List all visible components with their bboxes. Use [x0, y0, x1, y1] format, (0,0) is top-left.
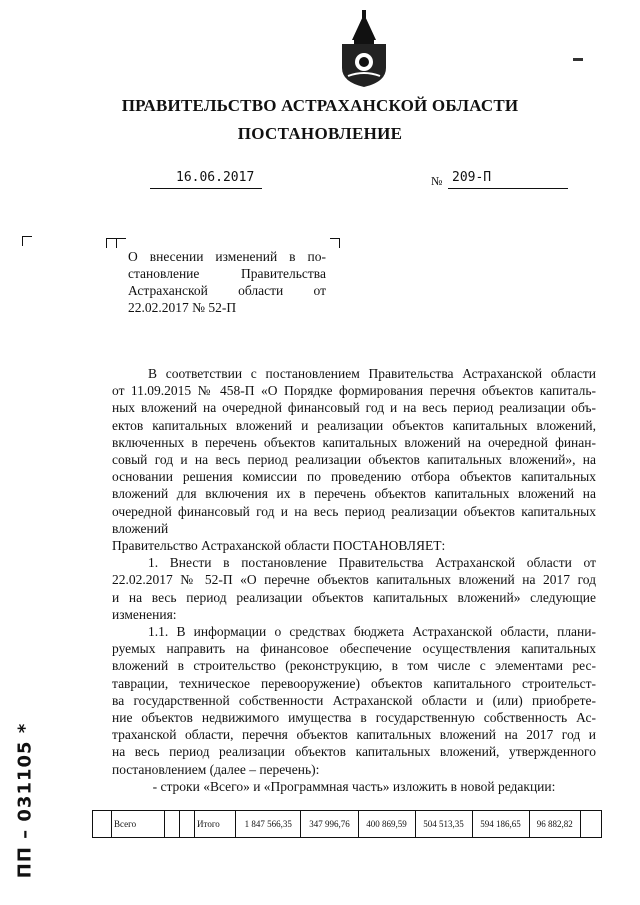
table-cell: 96 882,82 — [529, 811, 580, 838]
body-line: очередной финансовый год и на весь период реализации объектов капитальных — [112, 503, 596, 519]
body-line: на весь период реализации объектов капитальных вложений, утвержденного — [112, 744, 596, 760]
table-cell: 504 513,35 — [415, 811, 472, 838]
corner-bracket — [22, 236, 32, 246]
subject-line: становление Правительства — [128, 266, 326, 281]
government-title: ПРАВИТЕЛЬСТВО АСТРАХАНСКОЙ ОБЛАСТИ — [121, 96, 519, 115]
table-cell — [581, 811, 602, 838]
body-line: постановлением (далее – перечень): — [112, 761, 320, 777]
body-line: 1. Внести в постановление Правительства Астраханской области от — [148, 555, 596, 571]
corner-bracket — [106, 238, 116, 248]
body-line: 22.02.2017 № 52-П «О перечне объектов капитальных вложений на 2017 год — [112, 572, 596, 588]
body-line: основании решения комиссии по проведению отбора объектов капитальных — [112, 469, 596, 485]
subject-line: О внесении изменений в по- — [128, 249, 326, 264]
table-cell — [93, 811, 112, 838]
table-row — [93, 811, 602, 838]
body-line: ектов капитальных вложений и реализации объектов капитальных вложений, — [112, 417, 596, 433]
table-cell: 347 996,76 — [301, 811, 358, 838]
body-line: таврации, техническое перевооружение) объектов капитального строительст- — [112, 675, 596, 691]
corner-bracket — [116, 238, 126, 248]
body-line: совый год и на весь период реализации объектов капитальных вложений», на — [112, 452, 596, 468]
body-line: 1.1. В информации о средствах бюджета Астраханской области, плани- — [148, 624, 596, 640]
table-cell: Всего — [112, 811, 165, 838]
body-line: вложений — [112, 520, 169, 536]
corner-mark — [573, 58, 583, 61]
document-body — [112, 365, 596, 795]
number-sign: № — [431, 174, 443, 188]
table-cell: Итого — [195, 811, 236, 838]
summary-table — [92, 810, 602, 838]
table-cell — [180, 811, 195, 838]
document-number: 209-П — [452, 170, 492, 185]
body-line: - строки «Всего» и «Программная часть» изложить в новой редакции: — [152, 778, 556, 794]
body-line: вложений для включения их в перечень объектов капитальных вложений на — [112, 486, 596, 502]
body-line: Правительство Астраханской области ПОСТАНОВЛЯЕТ: — [112, 538, 446, 554]
table-cell: 1 847 566,35 — [236, 811, 301, 838]
body-line: включенных в перечень объектов капитальных вложений на очередной финан- — [112, 434, 596, 450]
table-cell: 594 186,65 — [472, 811, 529, 838]
table-cell — [165, 811, 180, 838]
side-stamp-code — [10, 705, 40, 895]
body-line: изменения: — [112, 606, 177, 622]
body-line: ние объектов недвижимого имущества в государственную собственность Ас- — [112, 710, 596, 726]
document-type: ПОСТАНОВЛЕНИЕ — [237, 124, 403, 143]
side-stamp-text: ПП – 031105 * — [14, 722, 36, 878]
body-line: от 11.09.2015 № 458-П «О Порядке формирования перечня объектов капиталь- — [112, 383, 596, 399]
subject-line: 22.02.2017 № 52-П — [128, 300, 237, 315]
subject-line: Астраханской области от — [128, 283, 326, 298]
document-date: 16.06.2017 — [176, 170, 255, 185]
body-line: ва государственной собственности Астраханской области и (или) приобрете- — [112, 692, 596, 708]
corner-bracket — [330, 238, 340, 248]
body-line: и на весь период реализации объектов капитальных вложений» следующие — [112, 589, 596, 605]
body-line: руемых направить на финансовое обеспечение осуществления капитальных — [112, 641, 596, 657]
body-line: траханской области, перечня объектов капитальных вложений на 2017 год и — [112, 727, 596, 743]
table-cell: 400 869,59 — [358, 811, 415, 838]
body-line: В соответствии с постановлением Правительства Астраханской области — [148, 366, 596, 381]
document-subject — [128, 248, 326, 316]
coat-of-arms-icon — [338, 10, 390, 88]
body-line: вложений в строительство (реконструкцию, в том числе с элементами рес- — [112, 658, 596, 674]
body-line: ных вложений на очередной финансовый год и на весь период реализации объ- — [112, 400, 596, 416]
